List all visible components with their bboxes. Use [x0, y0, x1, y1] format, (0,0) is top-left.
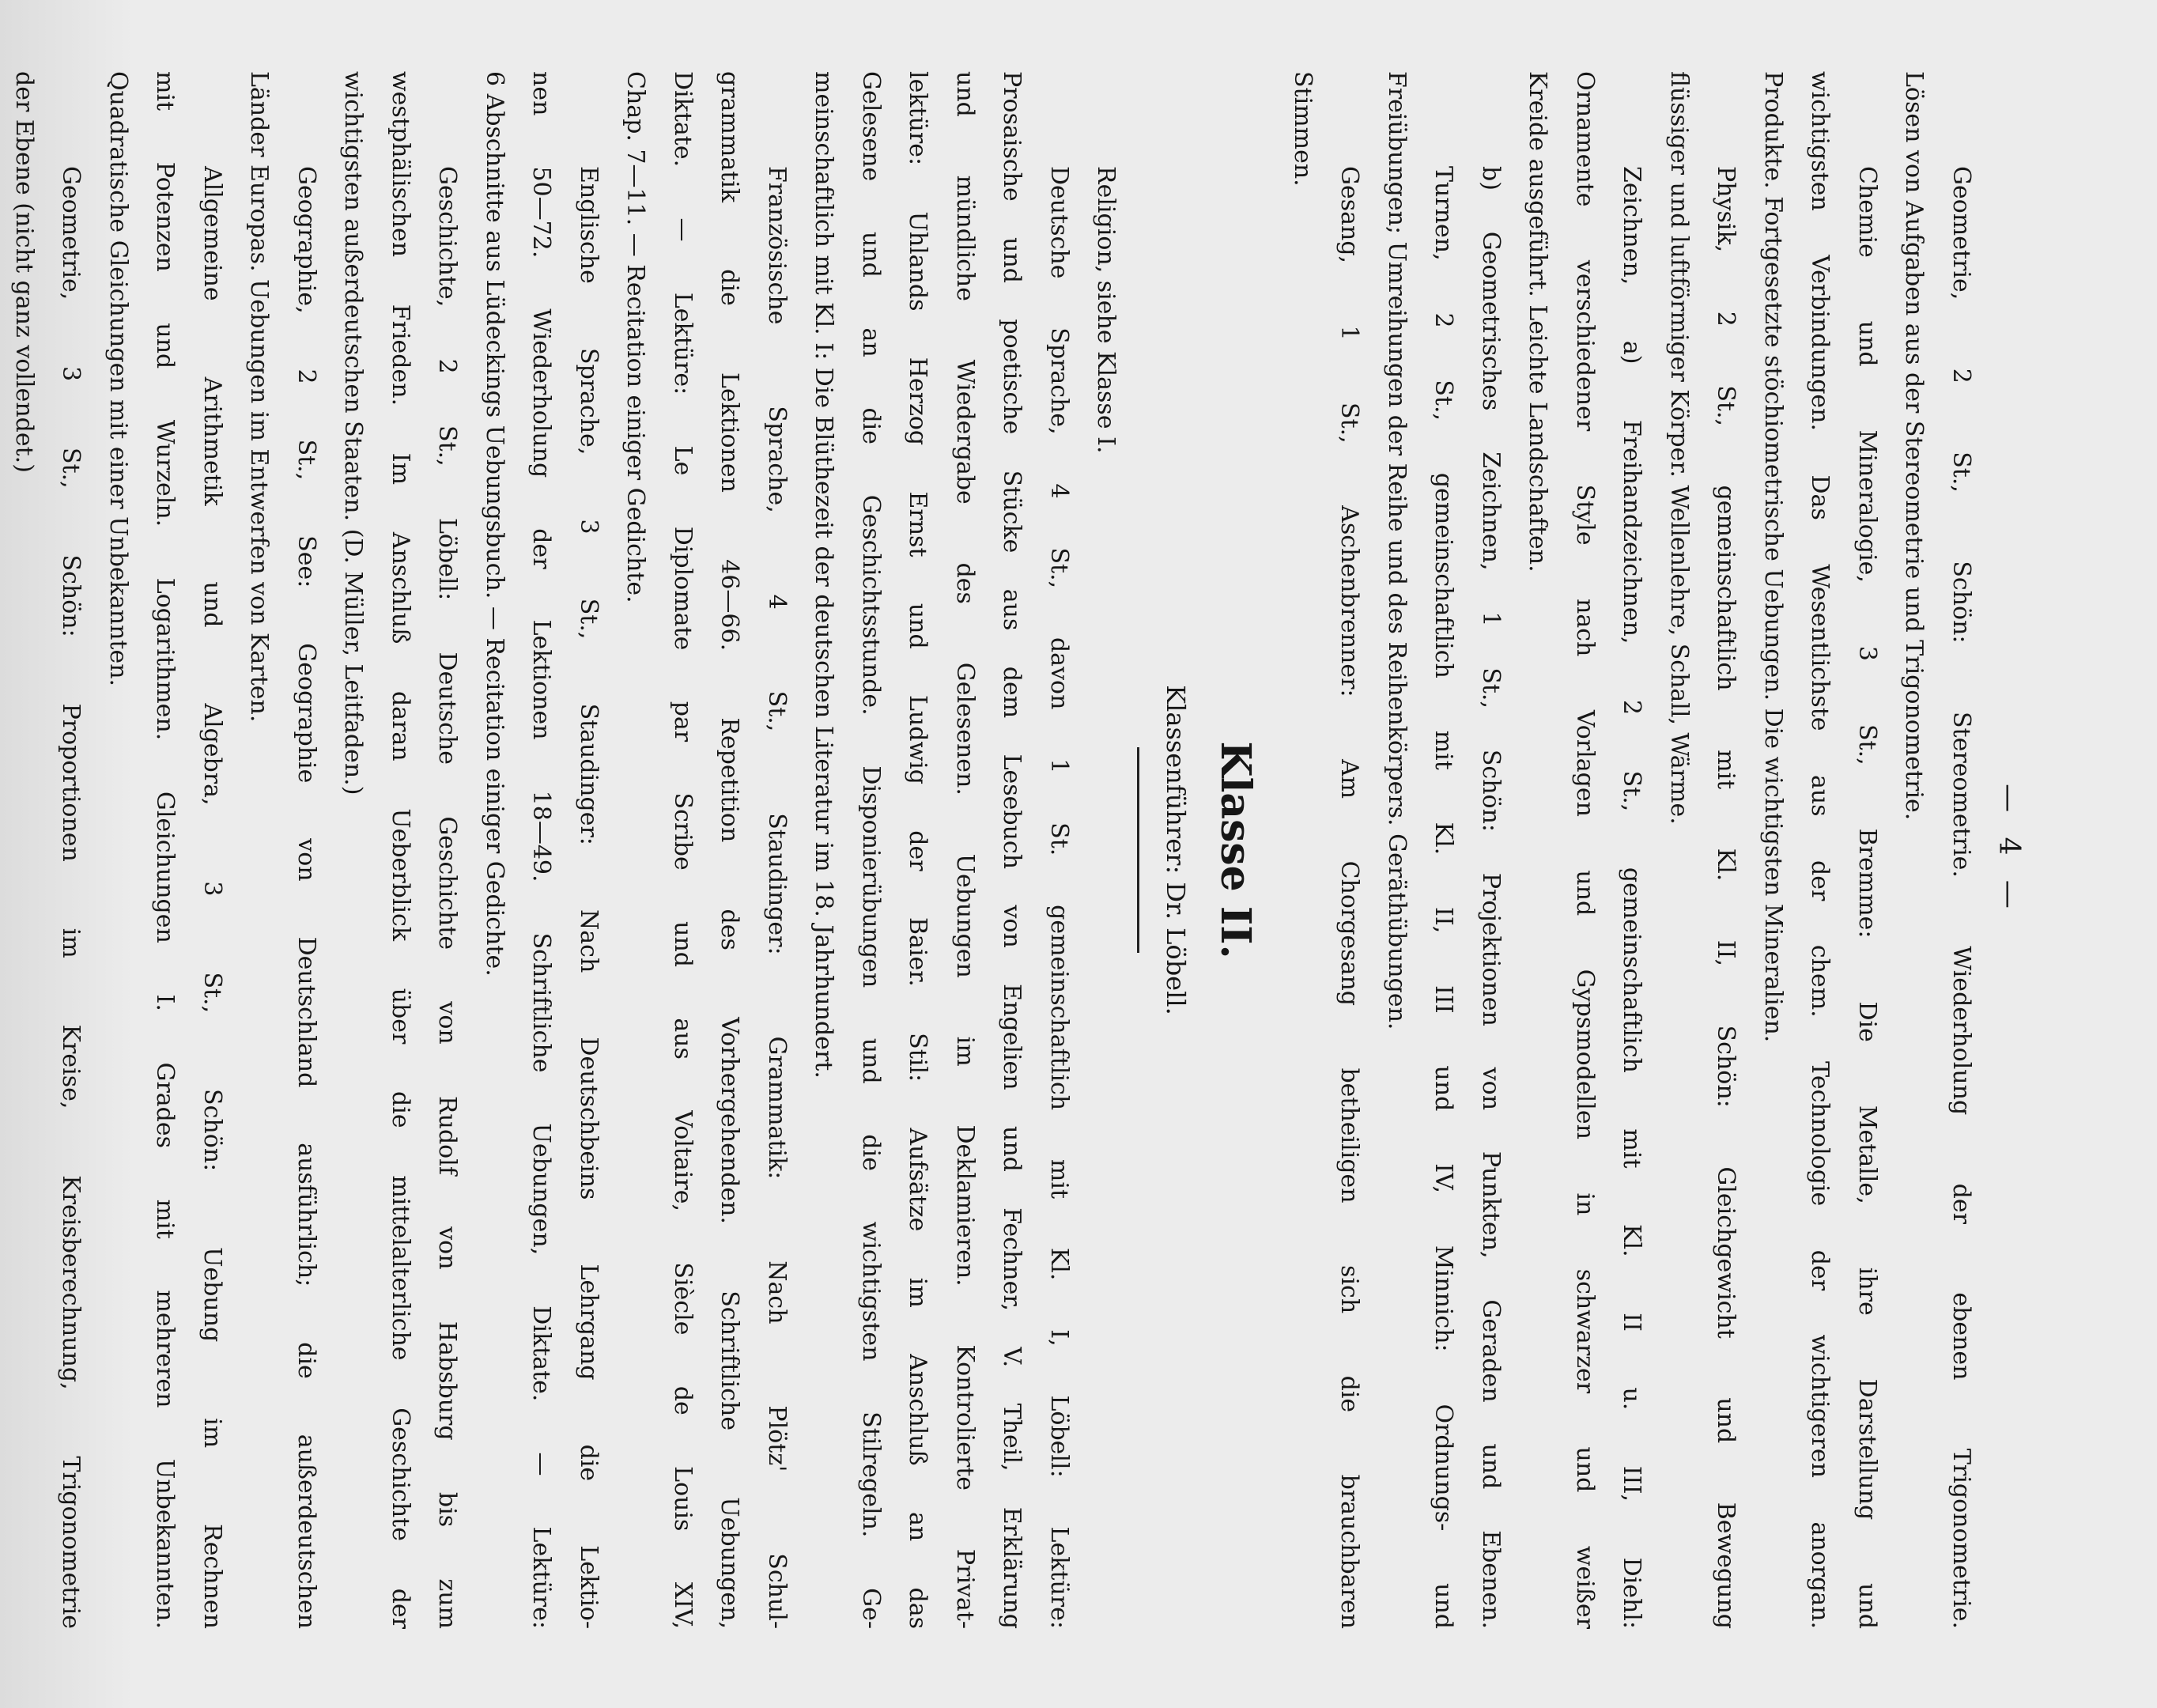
text-line: Allgemeine Arithmetik und Algebra, 3 St., Schön: Uebung im Rechnen [198, 166, 226, 1629]
text-line: Zeichnen, a) Freihandzeichnen, 2 St., gemeinschaftlich mit Kl. II u. III, Diehl: [1618, 166, 1646, 1629]
section-subtitle: Klassenführer: Dr. Löbell. [1161, 685, 1192, 1015]
text-line: Stimmen. [1289, 71, 1316, 187]
text-line: Englische Sprache, 3 St., Staudinger: Nach Deutschbeins Lehrgang die Lektio- [575, 166, 603, 1629]
text-line: lektüre: Uhlands Herzog Ernst und Ludwig der Baier. Stil: Aufsätze im Anschluß an das [904, 71, 932, 1629]
text-line: nen 50—72. Wiederholung der Lektionen 18—49. Schriftliche Uebungen, Diktate. — Lektüre: [527, 71, 556, 1629]
text-line: Lösen von Aufgaben aus der Stereometrie und Trigonometrie. [1900, 71, 1928, 821]
text-line: der Ebene (nicht ganz vollendet.) [10, 71, 38, 473]
text-line: Chemie und Mineralogie, 3 St., Bremme: Die Metalle, ihre Darstellung und [1853, 166, 1881, 1629]
section-title: Klasse II. [1211, 741, 1260, 959]
text-line: Turnen, 2 St., gemeinschaftlich mit Kl. II, III und IV, Minnich: Ordnungs- und [1430, 166, 1458, 1629]
text-line: und mündliche Wiedergabe des Gelesenen. Uebungen im Deklamieren. Kontrolierte Privat- [951, 71, 979, 1629]
text-line: Ornamente verschiedener Style nach Vorlagen und Gypsmodellen in schwarzer und weißer [1571, 71, 1599, 1629]
page-number: — 4 — [1993, 784, 2025, 916]
text-line: westphälischen Frieden. Im Anschluß daran Ueberblick über die mittelalterliche Geschichte der [387, 71, 414, 1629]
text-line: wichtigsten Verbindungen. Das Wesentlichste aus der chem. Technologie der wichtigeren anorgan. [1806, 71, 1834, 1629]
text-line: Gesang, 1 St., Aschenbrenner: Am Chorgesang betheiligen sich die brauchbaren [1335, 166, 1364, 1629]
text-line: Geometrie, 2 St., Schön: Stereometrie. Wiederholung der ebenen Trigonometrie. [1947, 166, 1975, 1629]
text-line: flüssiger und luftförmiger Körper. Wellenlehre, Schall, Wärme. [1665, 71, 1693, 825]
text-block-klasse-ii [0, 71, 1130, 1629]
text-line: Deutsche Sprache, 4 St., davon 1 St. gemeinschaftlich mit Kl. I, Löbell: Lektüre: [1045, 166, 1073, 1629]
text-line: mit Potenzen und Wurzeln. Logarithmen. Gleichungen I. Grades mit mehreren Unbekannten. [151, 71, 179, 1629]
text-line: Französische Sprache, 4 St., Staudinger: Grammatik: Nach Plötz' Schul- [763, 166, 791, 1629]
text-line: Gelesene und an die Geschichtsstunde. Disponierübungen und die wichtigsten Stilregeln. Ge- [857, 71, 885, 1629]
document-page [10, 71, 2025, 1629]
text-block-klasse-i-continued [1279, 71, 1985, 1629]
text-line: 6 Abschnitte aus Lüdeckings Uebungsbuch. — Recitation einiger Gedichte. [481, 71, 508, 977]
text-line: wichtigsten außerdeutschen Staaten. (D. Müller, Leitfaden.) [339, 71, 368, 795]
text-line: Religion, siehe Klasse I. [1092, 166, 1120, 454]
text-line: meinschaftlich mit Kl. I: Die Blüthezeit der deutschen Literatur im 18. Jahrhundert. [810, 71, 838, 1079]
text-line: Physik, 2 St., gemeinschaftlich mit Kl. II, Schön: Gleichgewicht und Bewegung [1712, 166, 1740, 1629]
section-divider [1138, 747, 1140, 953]
text-line: Länder Europas. Uebungen im Entwerfen von Karten. [245, 71, 274, 723]
text-line: Freiübungen; Umreihungen der Reihe und des Reihenkörpers. Geräthübungen. [1383, 71, 1411, 1030]
text-line: Geometrie, 3 St., Schön: Proportionen im Kreise, Kreisberechnung, Trigonometrie [57, 166, 85, 1629]
text-line: Kreide ausgeführt. Leichte Landschaften. [1524, 71, 1552, 572]
text-line: Geschichte, 2 St., Löbell: Deutsche Geschichte von Rudolf von Habsburg bis zum [433, 166, 462, 1629]
text-line: Produkte. Fortgesetzte stöchiometrische Uebungen. Die wichtigsten Mineralien. [1759, 71, 1787, 1043]
text-line: grammatik die Lektionen 46—66. Repetition des Vorhergehenden. Schriftliche Uebungen, [716, 71, 744, 1629]
text-line: Quadratische Gleichungen mit einer Unbekannten. [104, 71, 132, 687]
text-line: Diktate. — Lektüre: Le Diplomate par Scribe und aus Voltaire, Siècle de Louis XIV, [669, 71, 697, 1629]
text-line: Chap. 7—11. — Recitation einiger Gedichte. [621, 71, 650, 603]
text-line: b) Geometrisches Zeichnen, 1 St., Schön: Projektionen von Punkten, Geraden und Ebenen. [1477, 166, 1505, 1629]
text-line: Geographie, 2 St., See: Geographie von Deutschland ausführlich; die außerdeutschen [293, 166, 320, 1629]
text-line: Prosaische und poetische Stücke aus dem Lesebuch von Engelien und Fechner, V. Theil, Erklärung [998, 71, 1026, 1629]
